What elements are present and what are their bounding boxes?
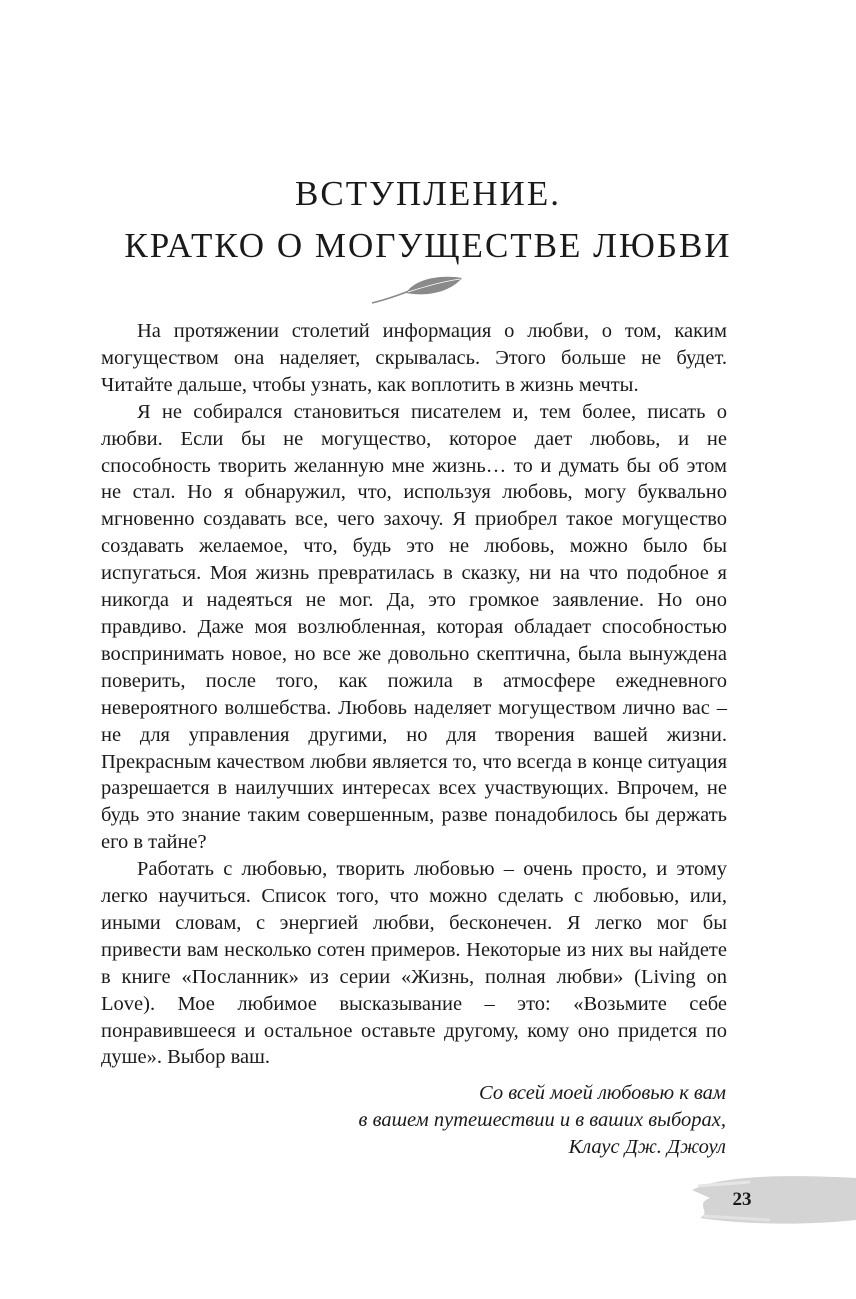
page-number: 23 [732,1189,752,1210]
chapter-title-line-2: КРАТКО О МОГУЩЕСТВЕ ЛЮБВИ [124,226,732,265]
paragraph: На протяжении столетий информация о любви, о том, каким могуществом она наделяет, скрывалась. Этого больше не будет. Читайте дальше, чтобы узнать, как воплотить в жизнь мечты. [101,320,727,396]
signature-author: Клаус Дж. Джоул [568,1135,726,1158]
chapter-title [0,168,856,272]
paragraph: Я не собирался становиться писателем и, тем более, писать о любви. Если бы не могущество, которое дает любовь, и не способность творить желанную мне жизнь… то и думать бы об этом не стал. Но я обнаружил, что, используя любовь, могу буквально мгновенно создавать все, чего захочу. Я приобрел такое могущество создавать желаемое, что, будь это не любовь, можно было бы испугаться. Моя жизнь превратилась в сказку, ни на что подобное я никогда и надеяться не мог. Да, это громкое заявление. Но оно правдиво. Даже моя возлюбленная, которая обладает способностью воспринимать новое, но все же довольно скептична, была вынуждена поверить, после того, как пожила в атмосфере ежедневного невероятного волшебства. Любовь наделяет могуществом лично вас – не для управления другими, но для творения вашей жизни. Прекрасным качеством любви является то, что всегда в конце ситуация разрешается в наилучших интересах всех участвующих. Впрочем, не будь это знание таким совершенным, разве понадобилось бы держать его в тайне? [101,400,727,854]
chapter-title-line-1: ВСТУПЛЕНИЕ. [295,174,561,213]
paragraph: Работать с любовью, творить любовью – очень просто, и этому легко научиться. Список того, что можно сделать с любовью, или, иными словам, с энергией любви, бесконечен. Я легко мог бы привести вам несколько сотен примеров. Некоторые из них вы найдете в книге «Посланник» из серии «Жизнь, полная любви» (Living on Love). Мое любимое высказывание – это: «Возьмите себе понравившееся и остальное оставьте другому, кому оно придется по душе». Выбор ваш. [101,858,727,1069]
feather-icon [368,272,466,306]
body-text [101,318,727,1071]
signature-line-2: в вашем путешествии и в ваших выборах, [358,1108,726,1131]
signature-line-1: Со всей моей любовью к вам [479,1082,726,1104]
signature [359,1080,726,1161]
